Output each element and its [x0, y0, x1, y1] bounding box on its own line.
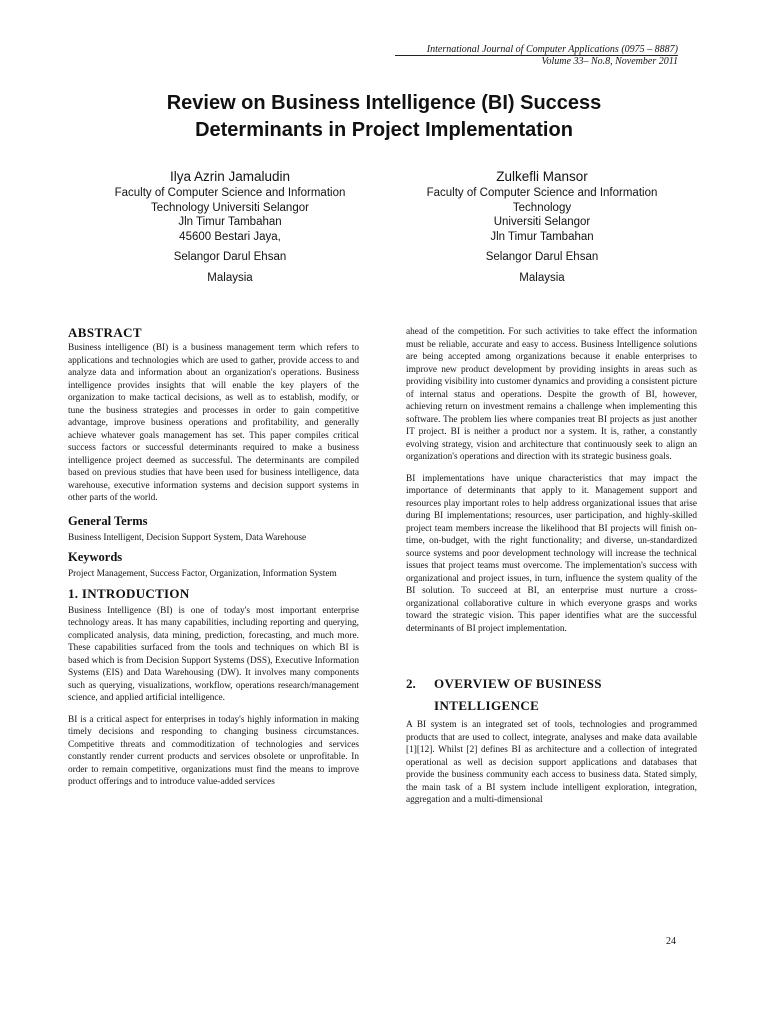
section-2-title-line-1: OVERVIEW OF BUSINESS: [434, 676, 602, 691]
author-country: Malaysia: [519, 271, 565, 284]
section-2-number: 2.: [406, 676, 416, 691]
section-2-title-line-2: INTELLIGENCE: [434, 698, 540, 713]
introduction-heading: 1. INTRODUCTION: [68, 585, 190, 601]
paper-title: [70, 90, 698, 144]
journal-volume: Volume 33– No.8, November 2011: [541, 56, 678, 67]
author-affiliation-line: Jln Timur Tambahan: [490, 230, 594, 243]
introduction-paragraph: Business Intelligence (BI) is one of today's most important enterprise technology areas. It has many capabilities, including reporting and querying, complicated analysis, data mining, prediction, forecasting, and much more. These capabilities surfaced from the tools and techniques on which BI is based which is from Decision Support Systems (DSS), Executive Information Systems (EIS) and Data Warehousing (DW). It involves many components such as querying, visualizations, workflow, operations research/management science, and applied artificial intelligence.: [68, 605, 359, 703]
author-1: [80, 168, 380, 285]
author-state: Selangor Darul Ehsan: [173, 251, 287, 263]
title-line-1: Review on Business Intelligence (BI) Success: [166, 92, 602, 114]
author-name: Zulkefli Mansor: [496, 169, 588, 184]
general-terms-heading: General Terms: [68, 513, 148, 528]
author-affiliation-line: Universiti Selangor: [493, 216, 591, 228]
body-paragraph: ahead of the competition. For such activities to take effect the information must be reliable, accurate and easy to access. Business Intelligence solutions are being accepted among organizations because it enable enterprises to improve new product development by providing insights in areas such as providing visibility into customer dynamics and providing a consistent picture of internal status and operations. Despite the growth of BI, however, achieving return on investment remains a challenge when implementing this software. The problem lies where companies treat BI projects as just another IT project. BI is neither a product nor a system. It is, rather, a constantly evolving strategy, vision and architecture that continuously seek to align an organization's operations and direction with its strategic business goals.: [406, 327, 697, 462]
left-column: [68, 326, 359, 798]
author-affiliation-line: Faculty of Computer Science and Information: [426, 187, 658, 199]
author-affiliation-line: Jln Timur Tambahan: [178, 216, 282, 228]
author-state: Selangor Darul Ehsan: [485, 251, 599, 263]
title-line-2: Determinants in Project Implementation: [195, 119, 573, 141]
body-paragraph: BI implementations have unique characteristics that may impact the importance of determinants that apply to it. Management support and resources play important roles to help address organizational issues that arise during BI implementations; resources, user participation, and highly-skilled project team members increase the likelihood that BI projects will finish on-time, on-budget, with the right functionality; and diverse, un-standardized source systems and poor development technology will increase the technical issues that project teams must overcome. The implementation's success with organizational and project issues, in turn, influence the system quality of the BI solution. To succeed at BI, an enterprise must nurture a cross-organizational collaborative culture in which everyone grasps and works toward the strategic vision. This paper identifies what are the successful determinants of BI project implementation.: [406, 473, 697, 634]
abstract-text: Business intelligence (BI) is a business management term which refers to applications and technologies which are used to gather, provide access to and analyze data and information about an organization's operations. Business intelligence provides insights that will enable the key players of the organization to make tactical decisions, as well as to establish, modify, or tune the business strategies and processes in order to gain competitive advantage, improve business operations and profitability, and generally achieve whatever goals management has set. This paper compiles critical success factors or successful determinants required to make a business intelligence project deemed as successful. The determinants are compiled based on previous studies that have been used for business intelligence, data warehouse, executive information systems and decision support systems in other parts of the world.: [68, 343, 359, 503]
general-terms-text: Business Intelligent, Decision Support System, Data Warehouse: [68, 532, 307, 543]
section-2-paragraph: A BI system is an integrated set of tools, technologies and programmed products that are used to collect, integrate, analyses and make data available [1][12]. Whilst [2] defines BI as architecture and a collection of integrated operational as well as decision support applications and databases that provide the business community each access to business data. Stated simply, the main task of a BI system include intelligent exploration, integration, aggregation and a multi-dimensional: [406, 720, 697, 805]
header-rule: [395, 55, 678, 56]
author-affiliation-line: Faculty of Computer Science and Information: [114, 187, 346, 199]
author-country: Malaysia: [207, 271, 253, 284]
right-column: [406, 326, 697, 816]
journal-name: International Journal of Computer Applications (0975 – 8887): [426, 44, 678, 55]
author-affiliation-line: Technology: [512, 201, 572, 214]
introduction-paragraph: BI is a critical aspect for enterprises in today's highly information in making timely decisions and responding to changing business circumstances. Competitive threats and commoditization of technologies and services constantly render current products and services obsolete or unprofitable. In order to remain competitive, organizations must find the means to improve product offerings and to introduce value-added services: [68, 714, 359, 787]
keywords-text: Project Management, Success Factor, Organization, Information System: [68, 569, 337, 579]
keywords-heading: Keywords: [68, 550, 123, 564]
journal-header: [427, 44, 678, 68]
author-name: Ilya Azrin Jamaludin: [169, 169, 291, 184]
section-2-heading: [406, 673, 697, 717]
author-affiliation-line: 45600 Bestari Jaya,: [179, 230, 281, 243]
abstract-heading: ABSTRACT: [68, 325, 142, 340]
page-number: 24: [666, 936, 676, 947]
author-affiliation-line: Technology Universiti Selangor: [151, 201, 309, 214]
section-2-title: [434, 673, 602, 717]
author-2: [392, 168, 692, 285]
